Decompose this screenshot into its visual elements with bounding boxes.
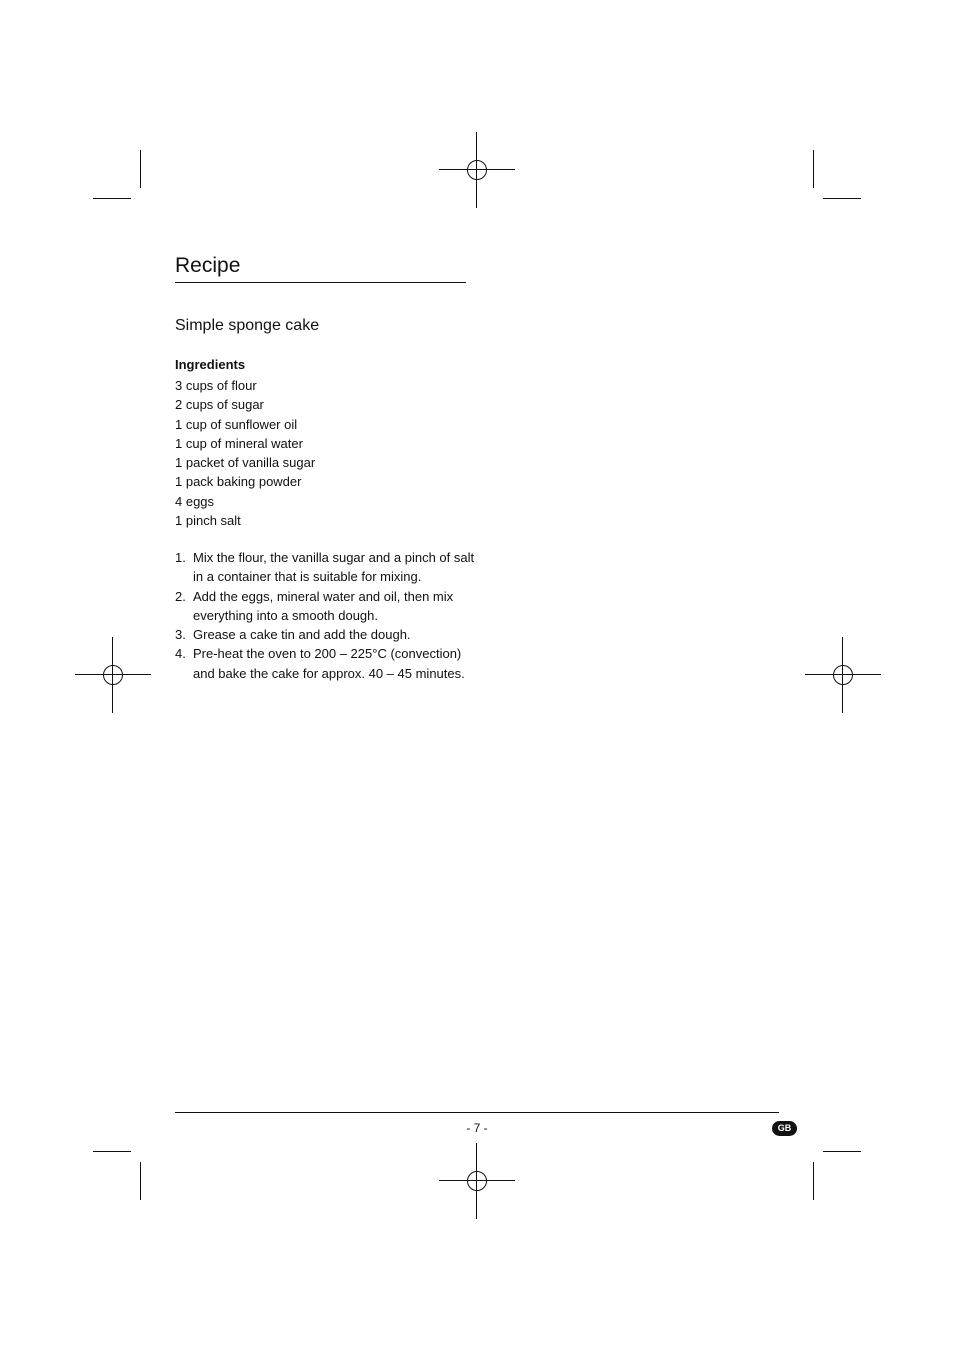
step-item <box>175 587 475 626</box>
ingredients-list <box>175 376 315 530</box>
crop-mark <box>140 150 141 188</box>
step-number: 4. <box>175 646 186 662</box>
registration-mark-icon <box>439 1143 515 1219</box>
step-number: 2. <box>175 588 186 604</box>
list-item: 2 cups of sugar <box>175 397 264 413</box>
crop-mark <box>823 198 861 199</box>
crop-mark <box>813 1162 814 1200</box>
footer-divider <box>175 1112 779 1113</box>
page-number: - 7 - <box>466 1121 488 1135</box>
crop-mark <box>93 1151 131 1152</box>
step-item <box>175 548 475 587</box>
registration-mark-icon <box>75 637 151 713</box>
steps-list <box>175 548 475 683</box>
page-title: Recipe <box>175 252 466 283</box>
step-text: Grease a cake tin and add the dough. <box>193 627 411 643</box>
ingredients-heading: Ingredients <box>175 357 246 372</box>
step-text: Add the eggs, mineral water and oil, then mix everything into a smooth dough. <box>193 588 454 623</box>
registration-mark-icon <box>805 637 881 713</box>
crop-mark <box>93 198 131 199</box>
crop-mark <box>813 150 814 188</box>
list-item: 1 packet of vanilla sugar <box>175 455 316 471</box>
step-item <box>175 644 475 683</box>
list-item: 1 cup of sunflower oil <box>175 416 298 432</box>
step-number: 1. <box>175 550 186 565</box>
step-text: Mix the flour, the vanilla sugar and a pinch of salt in a container that is suitable for mixing. <box>193 550 475 585</box>
crop-mark <box>140 1162 141 1200</box>
list-item: 1 pinch salt <box>175 513 241 529</box>
step-number: 3. <box>175 627 186 643</box>
registration-mark-icon <box>439 132 515 208</box>
step-text: Pre-heat the oven to 200 – 225°C (convection) and bake the cake for approx. 40 – 45 minutes. <box>193 646 465 681</box>
step-item <box>175 625 475 644</box>
language-badge: GB <box>772 1121 797 1136</box>
list-item: 3 cups of flour <box>175 378 257 393</box>
recipe-title: Simple sponge cake <box>175 317 320 334</box>
list-item: 1 pack baking powder <box>175 474 302 490</box>
list-item: 4 eggs <box>175 493 215 509</box>
list-item: 1 cup of mineral water <box>175 435 303 451</box>
crop-mark <box>823 1151 861 1152</box>
